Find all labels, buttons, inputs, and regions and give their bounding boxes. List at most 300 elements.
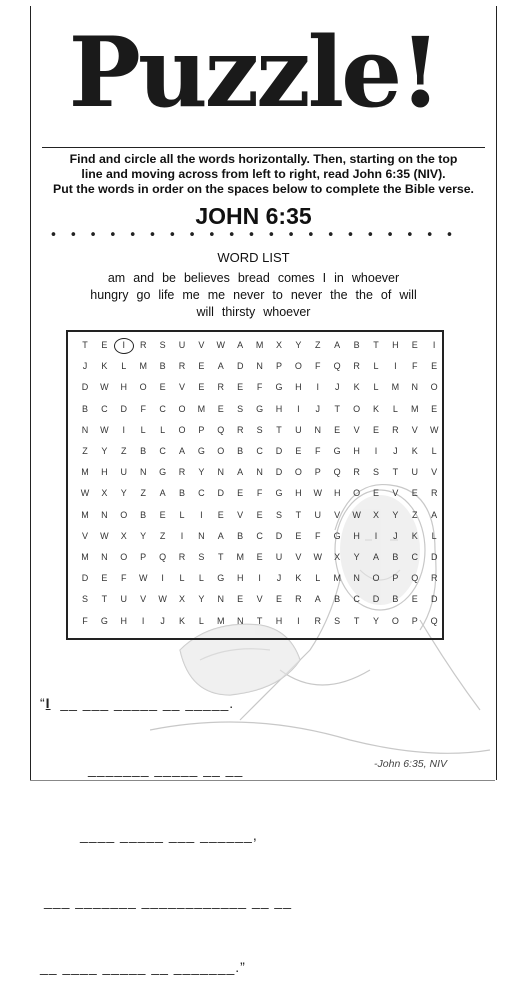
grid-letter[interactable]: E: [217, 403, 224, 414]
open-quote: “: [40, 695, 46, 711]
grid-letter[interactable]: H: [120, 382, 128, 393]
grid-letter[interactable]: L: [373, 382, 379, 393]
grid-letter[interactable]: C: [256, 446, 263, 456]
grid-letter[interactable]: L: [315, 573, 321, 584]
grid-letter[interactable]: H: [275, 403, 283, 414]
grid-letter[interactable]: Y: [198, 594, 205, 605]
grid-letter[interactable]: C: [353, 594, 360, 605]
grid-letter[interactable]: W: [80, 488, 90, 499]
grid-letter[interactable]: S: [159, 340, 166, 350]
grid-letter[interactable]: E: [372, 424, 379, 435]
grid-letter[interactable]: H: [295, 382, 302, 393]
footer-rule: [30, 780, 495, 781]
verse-blanks: [40, 648, 465, 1000]
grid-letter[interactable]: H: [295, 488, 302, 499]
grid-letter[interactable]: V: [140, 594, 147, 605]
grid-letter[interactable]: P: [198, 424, 205, 435]
grid-letter[interactable]: Q: [333, 467, 341, 478]
grid-letter[interactable]: R: [236, 424, 244, 435]
grid-letter[interactable]: M: [81, 509, 89, 520]
verse-line[interactable]: __ ____ _____ __ _______.”: [40, 959, 246, 975]
grid-letter[interactable]: W: [313, 488, 323, 499]
grid-letter[interactable]: D: [236, 361, 244, 372]
grid-letter[interactable]: A: [314, 594, 321, 605]
instructions: [36, 152, 491, 197]
grid-letter[interactable]: A: [217, 361, 224, 372]
verse-line: [40, 692, 465, 714]
grid-letter[interactable]: E: [237, 488, 244, 499]
grid-letter[interactable]: N: [353, 573, 360, 584]
grid-letter[interactable]: R: [178, 467, 186, 478]
word-list-item: life: [158, 288, 175, 302]
grid-letter[interactable]: U: [411, 467, 419, 478]
grid-letter[interactable]: N: [217, 467, 225, 478]
grid-letter[interactable]: C: [256, 530, 263, 541]
grid-letter[interactable]: I: [374, 446, 378, 456]
word-list-item: and: [133, 271, 155, 285]
word-list-item: never: [233, 288, 265, 302]
grid-letter[interactable]: N: [81, 424, 89, 435]
grid-letter[interactable]: E: [295, 530, 302, 541]
grid-letter[interactable]: Y: [353, 552, 360, 562]
instruction-line: Put the words in order on the spaces below to complete the Bible verse.: [53, 182, 474, 196]
grid-letter[interactable]: O: [217, 446, 225, 456]
grid-letter[interactable]: R: [314, 615, 322, 626]
grid-letter[interactable]: N: [217, 594, 225, 605]
grid-letter[interactable]: X: [275, 340, 282, 350]
grid-letter[interactable]: B: [140, 446, 147, 456]
grid-letter[interactable]: S: [334, 615, 341, 626]
grid-letter[interactable]: F: [315, 530, 321, 541]
grid-letter[interactable]: S: [237, 403, 244, 414]
grid-letter[interactable]: E: [411, 488, 418, 499]
grid-letter[interactable]: W: [100, 530, 109, 541]
grid-letter[interactable]: V: [392, 488, 399, 499]
grid-letter[interactable]: I: [394, 361, 397, 372]
grid-letter[interactable]: I: [161, 573, 164, 584]
grid-letter[interactable]: E: [431, 403, 438, 414]
grid-letter[interactable]: W: [216, 340, 226, 350]
grid-letter[interactable]: D: [81, 573, 89, 584]
grid-letter[interactable]: I: [180, 530, 184, 541]
verse-citation: -John 6:35, NIV: [374, 758, 447, 770]
grid-letter[interactable]: K: [178, 615, 185, 626]
grid-letter[interactable]: Z: [121, 446, 127, 456]
grid-letter[interactable]: B: [81, 403, 88, 414]
verse-line[interactable]: ___ _______ ____________ __ __: [44, 893, 292, 909]
grid-letter[interactable]: T: [82, 340, 88, 350]
grid-letter[interactable]: T: [373, 340, 379, 350]
grid-letter[interactable]: V: [178, 382, 185, 393]
grid-letter[interactable]: F: [315, 361, 321, 372]
grid-letter[interactable]: R: [139, 340, 147, 350]
grid-letter[interactable]: T: [392, 467, 399, 478]
grid-letter[interactable]: I: [316, 382, 320, 393]
grid-letter[interactable]: M: [333, 573, 341, 584]
grid-letter[interactable]: O: [372, 573, 380, 584]
grid-letter[interactable]: W: [429, 424, 439, 435]
grid-letter[interactable]: O: [353, 403, 361, 414]
grid-letter[interactable]: S: [198, 552, 205, 562]
grid-letter[interactable]: J: [160, 615, 165, 626]
grid-letter[interactable]: O: [430, 382, 438, 393]
grid-letter[interactable]: X: [101, 488, 108, 499]
grid-letter[interactable]: E: [334, 424, 341, 435]
grid-letter[interactable]: E: [256, 509, 263, 520]
grid-letter[interactable]: B: [237, 530, 244, 541]
grid-letter[interactable]: P: [140, 552, 147, 562]
grid-letter[interactable]: R: [392, 424, 399, 435]
grid-letter[interactable]: J: [82, 361, 88, 372]
grid-letter[interactable]: U: [314, 509, 322, 520]
grid-letter[interactable]: C: [198, 488, 205, 499]
grid-letter[interactable]: M: [217, 615, 225, 626]
grid-letter[interactable]: T: [353, 615, 360, 626]
grid-letter[interactable]: D: [275, 446, 283, 456]
grid-letter[interactable]: S: [372, 467, 379, 478]
grid-letter[interactable]: O: [353, 488, 361, 499]
grid-letter[interactable]: H: [120, 615, 128, 626]
grid-letter[interactable]: T: [218, 552, 224, 562]
grid-letter[interactable]: L: [160, 424, 166, 435]
grid-letter[interactable]: M: [81, 552, 89, 562]
grid-letter[interactable]: J: [315, 403, 321, 414]
grid-letter[interactable]: T: [334, 403, 340, 414]
grid-letter[interactable]: R: [353, 361, 360, 372]
grid-letter[interactable]: E: [431, 361, 438, 372]
blank-line[interactable]: __ ___ _____ __ _____.: [50, 695, 235, 711]
word-search-grid[interactable]: [66, 330, 444, 640]
word-list-item: will: [196, 305, 214, 319]
grid-letter[interactable]: U: [178, 340, 186, 350]
grid-letter[interactable]: L: [140, 424, 146, 435]
grid-letter[interactable]: O: [294, 361, 302, 372]
grid-letter[interactable]: Z: [140, 488, 146, 499]
grid-letter[interactable]: F: [82, 615, 88, 626]
grid-letter[interactable]: D: [275, 467, 283, 478]
grid-letter[interactable]: G: [333, 530, 341, 541]
grid-letter[interactable]: E: [295, 446, 302, 456]
grid-letter[interactable]: G: [275, 382, 283, 393]
grid-letter[interactable]: N: [198, 530, 205, 541]
grid-letter[interactable]: L: [198, 573, 204, 584]
grid-letter[interactable]: M: [255, 340, 264, 350]
grid-letter[interactable]: Q: [411, 573, 419, 584]
grid-letter[interactable]: F: [256, 382, 263, 393]
grid-letter[interactable]: E: [198, 382, 205, 393]
grid-letter[interactable]: O: [178, 403, 186, 414]
grid-letter[interactable]: I: [122, 424, 126, 435]
grid-letter[interactable]: Q: [217, 424, 225, 435]
word-list-item: whoever: [263, 305, 311, 319]
grid-letter[interactable]: R: [295, 594, 302, 605]
grid-letter[interactable]: M: [81, 467, 89, 478]
grid-letter[interactable]: V: [295, 552, 302, 562]
grid-letter[interactable]: L: [198, 615, 204, 626]
word-list-line: [40, 287, 467, 304]
grid-letter[interactable]: S: [81, 594, 88, 605]
grid-letter[interactable]: K: [372, 403, 379, 414]
grid-letter[interactable]: L: [373, 361, 379, 372]
grid-letter[interactable]: L: [392, 403, 398, 414]
grid-letter[interactable]: N: [256, 361, 263, 372]
grid-letter[interactable]: N: [314, 424, 322, 435]
grid-letter[interactable]: E: [411, 340, 418, 350]
grid-letter[interactable]: G: [217, 573, 225, 584]
grid-letter[interactable]: L: [431, 530, 437, 541]
grid-letter[interactable]: Y: [120, 488, 127, 499]
verse-first-word: I: [45, 695, 51, 711]
grid-letter[interactable]: Y: [295, 340, 302, 350]
grid-letter[interactable]: J: [393, 446, 398, 456]
grid-letter[interactable]: U: [120, 594, 128, 605]
grid-letter[interactable]: R: [217, 382, 225, 393]
grid-letter[interactable]: L: [121, 361, 127, 372]
grid-letter[interactable]: S: [275, 509, 282, 520]
verse-line[interactable]: _______ _____ __ __: [88, 761, 244, 777]
grid-letter[interactable]: D: [120, 403, 128, 414]
grid-letter[interactable]: K: [295, 573, 302, 584]
grid-letter[interactable]: G: [275, 488, 283, 499]
grid-letter[interactable]: D: [430, 552, 438, 562]
grid-letter[interactable]: O: [294, 467, 302, 478]
grid-letter[interactable]: N: [101, 552, 108, 562]
grid-letter[interactable]: N: [411, 382, 419, 393]
grid-letter[interactable]: M: [411, 403, 419, 414]
grid-letter[interactable]: H: [101, 467, 108, 478]
grid-letter[interactable]: H: [236, 573, 244, 584]
grid-letter[interactable]: L: [431, 446, 437, 456]
grid-letter[interactable]: T: [256, 615, 263, 626]
grid-letter[interactable]: B: [353, 340, 360, 350]
grid-letter[interactable]: U: [275, 552, 283, 562]
grid-letter[interactable]: K: [411, 446, 418, 456]
grid-letter[interactable]: P: [275, 361, 282, 372]
grid-letter[interactable]: G: [100, 615, 108, 626]
verse-line[interactable]: ____ _____ ___ ______,: [80, 827, 258, 843]
grid-letter[interactable]: A: [372, 552, 379, 562]
grid-letter[interactable]: V: [334, 509, 341, 520]
grid-letter[interactable]: N: [139, 467, 147, 478]
grid-letter[interactable]: F: [121, 573, 127, 584]
dotted-divider: • • • • • • • • • • • • • • • • • • • • •: [49, 228, 458, 243]
grid-letter[interactable]: X: [372, 509, 379, 520]
grid-letter[interactable]: F: [140, 403, 146, 414]
grid-letter[interactable]: W: [352, 509, 361, 520]
grid-letter[interactable]: A: [237, 340, 244, 350]
grid-letter[interactable]: F: [412, 361, 418, 372]
grid-letter[interactable]: O: [178, 424, 186, 435]
grid-letter[interactable]: T: [101, 594, 108, 605]
grid-letter[interactable]: K: [101, 361, 108, 372]
grid-letter[interactable]: G: [197, 446, 205, 456]
grid-letter[interactable]: B: [178, 488, 185, 499]
word-list-line: [40, 270, 467, 287]
grid-letter[interactable]: W: [138, 573, 148, 584]
grid-letter[interactable]: D: [372, 594, 380, 605]
grid-letter[interactable]: I: [374, 530, 378, 541]
grid-letter[interactable]: Z: [315, 340, 321, 350]
grid-letter[interactable]: Z: [159, 530, 166, 541]
grid-letter[interactable]: C: [411, 552, 419, 562]
grid-letter[interactable]: E: [217, 509, 224, 520]
grid-letter[interactable]: H: [353, 446, 360, 456]
grid-letter[interactable]: G: [159, 467, 167, 478]
grid-letter[interactable]: Z: [82, 446, 88, 456]
grid-letter[interactable]: W: [313, 552, 323, 562]
grid-letter[interactable]: X: [334, 552, 341, 562]
grid-letter[interactable]: J: [334, 382, 340, 393]
grid-letter[interactable]: R: [430, 488, 438, 499]
grid-letter[interactable]: U: [120, 467, 128, 478]
grid-letter[interactable]: B: [159, 361, 166, 372]
grid-letter[interactable]: V: [198, 340, 205, 350]
word-list-item: thirsty: [221, 305, 256, 319]
grid-letter[interactable]: Q: [430, 615, 438, 626]
word-list-item: whoever: [351, 271, 400, 285]
grid-letter[interactable]: V: [411, 424, 418, 435]
grid-letter[interactable]: D: [430, 594, 438, 605]
grid-letter[interactable]: B: [392, 594, 399, 605]
verse-reference-heading: JOHN 6:35: [195, 203, 312, 229]
grid-letter[interactable]: H: [333, 488, 341, 499]
grid-letter[interactable]: M: [139, 361, 147, 372]
grid-letter[interactable]: W: [100, 424, 109, 435]
grid-letter[interactable]: K: [411, 530, 418, 541]
grid-letter[interactable]: Q: [159, 552, 167, 562]
word-list-item: the: [355, 288, 373, 302]
grid-letter[interactable]: M: [236, 552, 244, 562]
grid-letter[interactable]: B: [237, 446, 244, 456]
grid-letter[interactable]: A: [178, 446, 185, 456]
grid-letter[interactable]: O: [120, 552, 128, 562]
grid-letter[interactable]: E: [275, 594, 282, 605]
grid-letter[interactable]: O: [120, 509, 128, 520]
grid-letter[interactable]: P: [314, 467, 321, 478]
grid-letter[interactable]: Y: [372, 615, 379, 626]
grid-letter[interactable]: R: [430, 573, 438, 584]
grid-letter[interactable]: L: [179, 509, 185, 520]
grid-letter[interactable]: Q: [333, 361, 341, 372]
grid-letter[interactable]: Y: [392, 509, 399, 520]
word-list-item: bread: [237, 271, 270, 285]
grid-letter[interactable]: B: [140, 509, 147, 520]
grid-letter[interactable]: R: [353, 467, 360, 478]
grid-letter[interactable]: K: [353, 382, 360, 393]
grid-letter[interactable]: D: [217, 488, 225, 499]
grid-letter[interactable]: A: [237, 467, 244, 478]
grid-letter[interactable]: E: [101, 340, 108, 350]
grid-letter[interactable]: I: [258, 573, 261, 584]
grid-letter[interactable]: C: [159, 403, 166, 414]
grid-letter[interactable]: R: [178, 552, 186, 562]
grid-letter[interactable]: C: [159, 446, 166, 456]
grid-letter[interactable]: I: [297, 403, 300, 414]
word-list: [40, 270, 467, 321]
grid-letter[interactable]: G: [256, 403, 264, 414]
word-list-line: [40, 304, 467, 321]
grid-letter[interactable]: H: [392, 340, 399, 350]
grid-letter[interactable]: O: [139, 382, 147, 393]
grid-letter[interactable]: A: [159, 488, 166, 499]
grid-letter[interactable]: G: [333, 446, 341, 456]
grid-letter[interactable]: A: [217, 530, 224, 541]
grid-letter[interactable]: E: [372, 488, 379, 499]
grid-letter[interactable]: X: [178, 594, 185, 605]
grid-letter[interactable]: Y: [101, 446, 108, 456]
grid-letter[interactable]: V: [256, 594, 263, 605]
grid-letter[interactable]: I: [297, 615, 300, 626]
grid-letter[interactable]: D: [275, 530, 283, 541]
word-list-item: I: [322, 271, 327, 285]
grid-letter[interactable]: O: [391, 615, 399, 626]
grid-letter[interactable]: M: [197, 403, 206, 414]
grid-letter[interactable]: I: [200, 509, 203, 520]
title-divider: [42, 147, 485, 148]
grid-letter[interactable]: V: [81, 530, 88, 541]
grid-letter[interactable]: N: [256, 467, 263, 478]
grid-letter[interactable]: I: [432, 340, 436, 350]
word-list-item: comes: [277, 271, 315, 285]
grid-letter[interactable]: J: [276, 573, 282, 584]
grid-letter[interactable]: Z: [412, 509, 418, 520]
grid-letter[interactable]: M: [391, 382, 400, 393]
grid-letter[interactable]: P: [411, 615, 418, 626]
grid-letter[interactable]: N: [236, 615, 244, 626]
grid-letter[interactable]: F: [256, 488, 263, 499]
grid-letter[interactable]: A: [431, 509, 438, 520]
grid-letter[interactable]: B: [334, 594, 341, 605]
grid-letter[interactable]: H: [353, 530, 360, 541]
grid-letter[interactable]: Y: [140, 530, 147, 541]
grid-letter[interactable]: E: [198, 361, 205, 372]
grid-letter[interactable]: Y: [198, 467, 205, 478]
grid-letter[interactable]: E: [159, 509, 166, 520]
grid-letter[interactable]: E: [237, 594, 244, 605]
grid-letter[interactable]: I: [141, 615, 145, 626]
grid-letter[interactable]: E: [411, 594, 418, 605]
grid-letter[interactable]: E: [159, 382, 166, 393]
grid-letter[interactable]: E: [101, 573, 108, 584]
grid-letter[interactable]: D: [81, 382, 89, 393]
grid-letter[interactable]: L: [179, 573, 185, 584]
grid-letter[interactable]: F: [315, 446, 321, 456]
word-list-item: be: [162, 271, 176, 285]
grid-letter[interactable]: B: [392, 552, 399, 562]
grid-letter[interactable]: T: [295, 509, 302, 520]
grid-letter[interactable]: H: [275, 615, 283, 626]
grid-letter[interactable]: J: [393, 530, 398, 541]
grid-letter[interactable]: U: [295, 424, 302, 435]
grid-letter[interactable]: E: [237, 382, 244, 393]
grid-letter[interactable]: T: [276, 424, 282, 435]
grid-letter[interactable]: N: [101, 509, 108, 520]
grid-letter[interactable]: E: [256, 552, 263, 562]
grid-letter[interactable]: C: [101, 403, 108, 414]
grid-letter[interactable]: V: [237, 509, 244, 520]
grid-letter[interactable]: W: [158, 594, 167, 605]
grid-letter[interactable]: A: [334, 340, 341, 350]
grid-letter[interactable]: R: [178, 361, 186, 372]
grid-letter[interactable]: S: [256, 424, 263, 435]
grid-letter[interactable]: I: [122, 340, 126, 350]
grid-letter[interactable]: V: [431, 467, 438, 478]
word-list-item: never: [290, 288, 323, 302]
grid-letter[interactable]: V: [353, 424, 360, 435]
grid-letter[interactable]: X: [120, 530, 127, 541]
grid-letter[interactable]: P: [392, 573, 399, 584]
grid-letter[interactable]: W: [100, 382, 109, 393]
